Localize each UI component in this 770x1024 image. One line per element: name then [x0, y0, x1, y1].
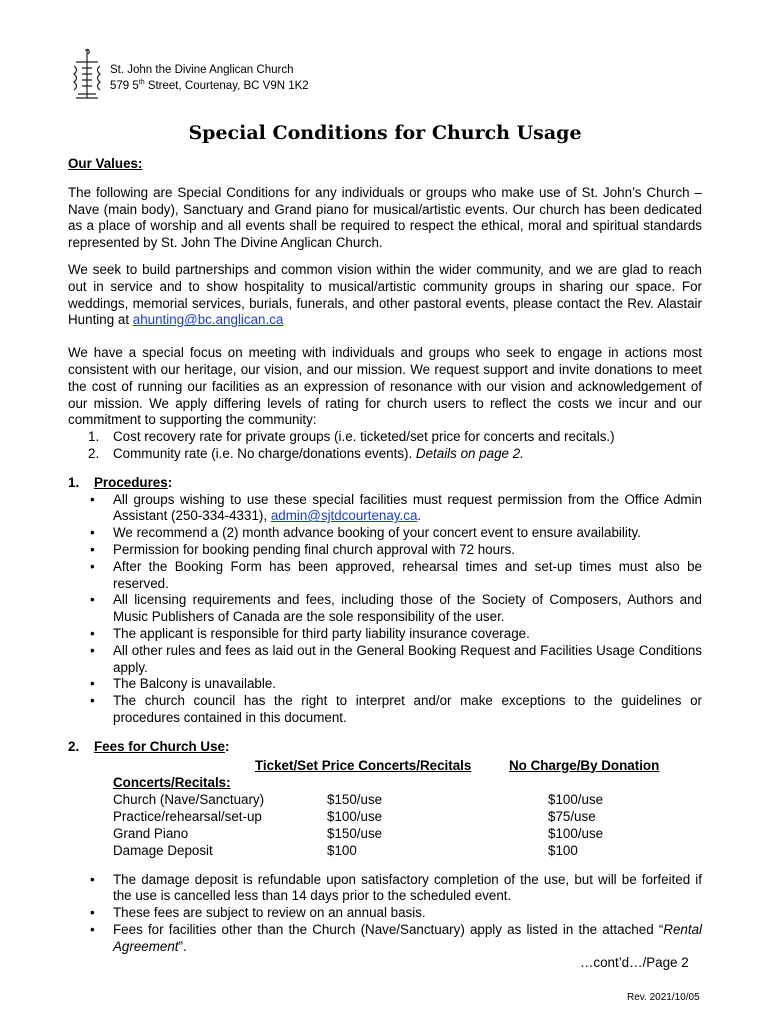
rate-number: 2.	[88, 445, 100, 461]
procedure-text: The applicant is responsible for third party liability insurance coverage.	[113, 625, 530, 641]
rector-email-link[interactable]: ahunting@bc.anglican.ca	[132, 312, 284, 328]
procedure-text: The church council has the right to interpret and/or make exceptions to the guidelines or procedures contained in this document.	[113, 693, 702, 725]
values-paragraph-1: The following are Special Conditions for any individuals or groups who make use of St. John’s Church – Nave (main body), Sanctuary and Grand piano for musical/artistic events. Our church has been dedicated as a place of worship and all events shall be required to respect the ethical, moral and spiritual standards represented by St. John The Divine Anglican Church.	[68, 184, 702, 251]
values-paragraph-2-text: We seek to build partnerships and common vision within the wider community, and we are glad to reach out in service and to show hospitality to musical/artistic community groups in sharing our space. For weddings, memorial services, burials, funerals, and other pastoral events, please contact the Rev. Alastair Hunting at	[68, 261, 702, 328]
procedure-text: All licensing requirements and fees, including those of the Society of Composers, Authors and Music Publishers of Canada are the sole responsibility of the user.	[113, 592, 702, 625]
fees-section-label: Concerts/Recitals:	[113, 774, 231, 790]
rate-text: Community rate (i.e. No charge/donations events).	[113, 445, 416, 461]
procedure-text: We recommend a (2) month advance booking of your concert event to ensure availability.	[113, 525, 641, 541]
procedures-colon: :	[167, 474, 173, 490]
fee-note	[68, 922, 702, 956]
fee-ticket: $150/use	[327, 791, 383, 807]
fees-number: 2.	[68, 738, 80, 754]
fee-item: Practice/rehearsal/set-up	[113, 808, 262, 824]
procedure-item	[68, 676, 702, 693]
revision-date: Rev. 2021/10/05	[627, 992, 700, 1003]
procedure-text: The Balcony is unavailable.	[113, 676, 277, 692]
procedure-item	[68, 693, 702, 727]
org-address	[110, 78, 309, 94]
procedures-heading	[94, 475, 172, 490]
bullet-icon: •	[90, 905, 95, 921]
address-sup: th	[138, 79, 145, 87]
procedure-text-end: .	[417, 508, 422, 524]
fee-note-text: These fees are subject to review on an annual basis.	[113, 905, 426, 921]
rate-item	[68, 429, 702, 446]
fee-free: $75/use	[548, 808, 596, 824]
church-address-block	[110, 62, 309, 94]
fee-note-text: Fees for facilities other than the Church (Nave/Sanctuary) apply as listed in the attached “	[113, 921, 664, 937]
procedure-item	[68, 525, 702, 542]
bullet-icon: •	[90, 921, 95, 937]
bullet-icon: •	[90, 592, 95, 608]
procedure-item	[68, 592, 702, 626]
fee-ticket: $100/use	[327, 808, 383, 824]
values-paragraph-2	[68, 262, 702, 329]
bullet-icon: •	[90, 871, 95, 887]
fees-heading	[94, 739, 229, 754]
procedures-section	[68, 475, 702, 492]
bullet-icon: •	[90, 642, 95, 658]
address-street: Street, Courtenay, BC V9N 1K2	[144, 80, 309, 92]
procedures-heading-text: Procedures	[94, 474, 168, 490]
fee-free: $100	[548, 842, 578, 858]
org-name: St. John the Divine Anglican Church	[110, 64, 294, 76]
address-number: 579 5	[110, 80, 139, 92]
procedure-text: All groups wishing to use these special facilities must request permission from the Office Admin Assistant (250-334-4331),	[113, 491, 702, 524]
bullet-icon: •	[90, 491, 95, 507]
fees-col-ticket: Ticket/Set Price Concerts/Recitals	[255, 757, 472, 773]
admin-email-link[interactable]: admin@sjtdcourtenay.ca	[270, 508, 418, 524]
fee-note-text: The damage deposit is refundable upon satisfactory completion of the use, but will be forfeited if the use is cancelled less than 14 days prior to the scheduled event.	[113, 871, 702, 904]
procedure-item	[68, 542, 702, 559]
rental-agreement-ref: Rental Agreement	[113, 921, 702, 954]
fee-note	[68, 905, 702, 922]
fee-note	[68, 872, 702, 906]
fees-section	[68, 739, 702, 756]
document-body	[68, 156, 702, 955]
rate-note: Details on page 2.	[415, 445, 524, 461]
bullet-icon: •	[90, 558, 95, 574]
fees-heading-text: Fees for Church Use	[94, 738, 225, 754]
bullet-icon: •	[90, 676, 95, 692]
values-paragraph-3: We have a special focus on meeting with individuals and groups who seek to engage in actions most consistent with our heritage, our vision, and our mission. We request support and invite donations to meet the cost of running our facilities as an expression of resonance with our vision and acknowledgement of our mission. We apply differing levels of rating for church users to reflect the costs we incur and our commitment to supporting the community:	[68, 345, 702, 428]
page-title: Special Conditions for Church Usage	[188, 122, 582, 144]
procedure-text: Permission for booking pending final church approval with 72 hours.	[113, 541, 515, 557]
rate-number: 1.	[88, 429, 100, 445]
procedures-list	[68, 492, 702, 727]
bullet-icon: •	[90, 541, 95, 557]
fee-item: Church (Nave/Sanctuary)	[113, 791, 265, 807]
bullet-icon: •	[90, 693, 95, 709]
rate-list	[68, 429, 702, 463]
fees-table	[68, 758, 702, 862]
bullet-icon: •	[90, 525, 95, 541]
procedure-item	[68, 643, 702, 677]
bullet-icon: •	[90, 625, 95, 641]
church-cross-logo-icon	[70, 48, 104, 100]
procedures-number: 1.	[68, 474, 80, 490]
fee-item: Grand Piano	[113, 825, 189, 841]
fees-col-free: No Charge/By Donation	[509, 757, 660, 773]
values-heading: Our Values:	[68, 156, 143, 171]
fees-notes-list	[68, 872, 702, 956]
rate-item	[68, 446, 702, 463]
fee-note-end: ”.	[178, 938, 187, 954]
procedure-item	[68, 626, 702, 643]
procedure-item	[68, 559, 702, 593]
continued-note: …cont’d…/Page 2	[580, 955, 689, 970]
rate-text: Cost recovery rate for private groups (i.e. ticketed/set price for concerts and recitals.)	[113, 429, 615, 445]
procedure-item	[68, 492, 702, 526]
procedure-text: All other rules and fees as laid out in the General Booking Request and Facilities Usage Conditions apply.	[113, 642, 702, 675]
procedure-text: After the Booking Form has been approved, rehearsal times and set-up times must also be reserved.	[113, 558, 702, 591]
fee-free: $100/use	[548, 791, 604, 807]
fee-ticket: $100	[327, 842, 357, 858]
fee-item: Damage Deposit	[113, 842, 213, 858]
fees-colon: :	[224, 738, 230, 754]
fee-ticket: $150/use	[327, 825, 383, 841]
fee-free: $100/use	[548, 825, 604, 841]
